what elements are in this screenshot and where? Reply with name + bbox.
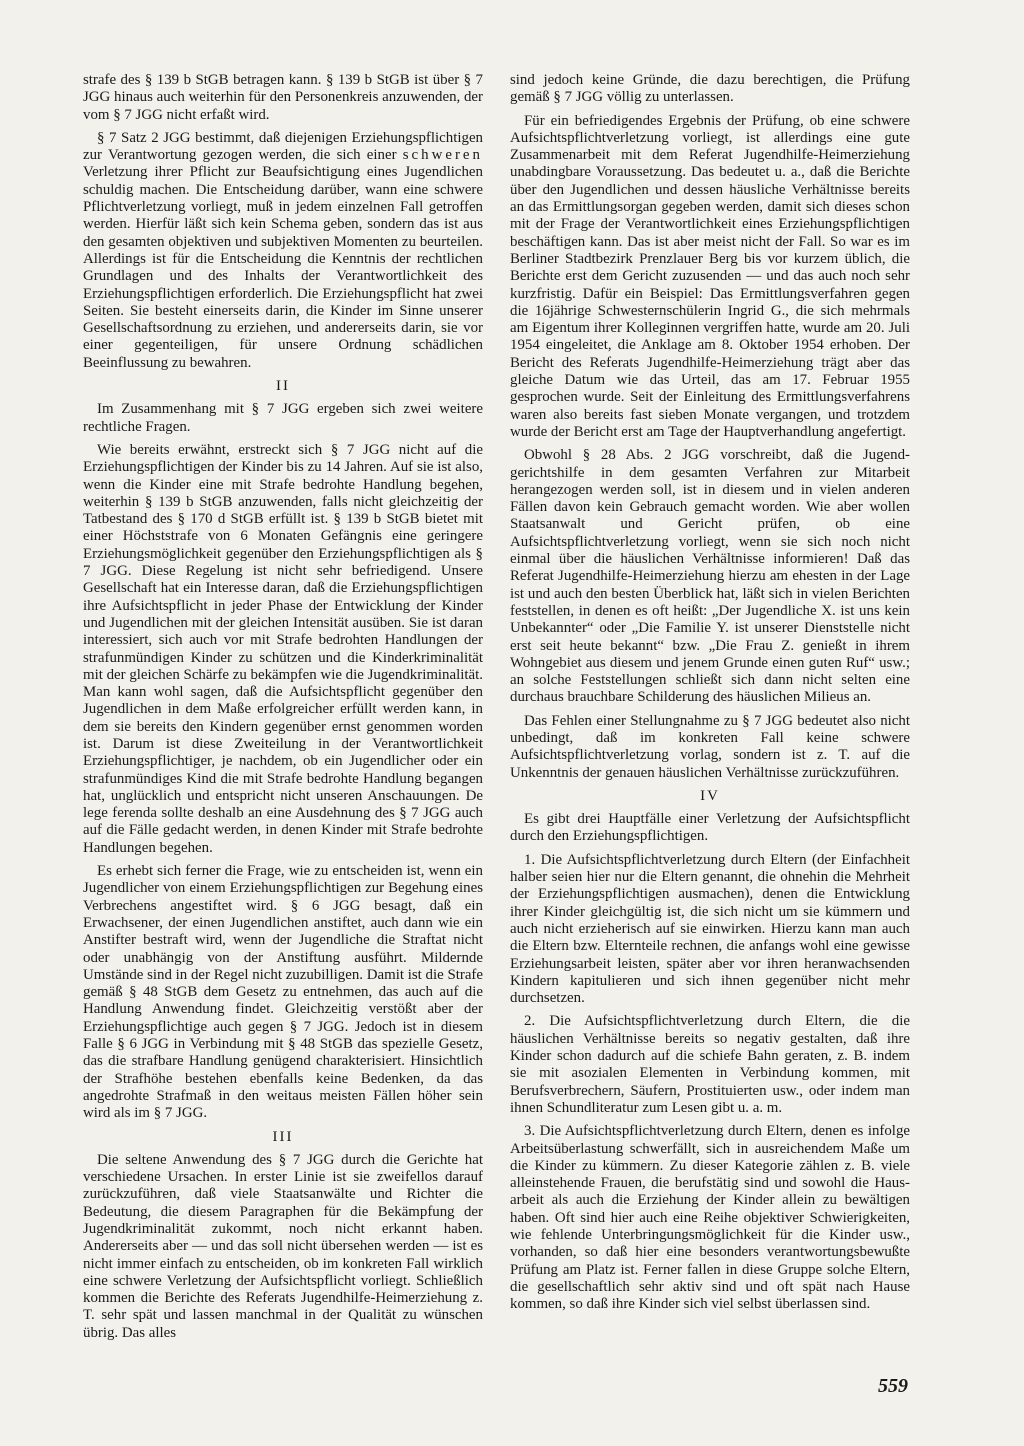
paragraph: strafe des § 139 b StGB betragen kann. § 139 b StGB ist über § 7 JGG hinaus auch weiterhin für den Personenkreis anzuwenden, der vom § 7 JGG nicht erfaßt wird. bbox=[83, 72, 483, 123]
emphasized-word: schweren bbox=[402, 147, 483, 164]
paragraph: sind jedoch keine Gründe, die dazu berechtigen, die Prüfung gemäß § 7 JGG völlig zu unterlassen. bbox=[510, 72, 910, 106]
section-heading: IV bbox=[700, 787, 720, 804]
list-item: 3. Die Aufsichtspflichtverletzung durch Eltern, denen es infolge Arbeitsüberlastung schwerfällt, sich in ausreichendem Maße um die Kinder zu kümmern. Zu dieser Kategorie zählen z. B. viele alleinstehende Frauen, die berufstätig sind und sowohl die Hausarbeit als auch die Erziehung der Kinder allein zu bewältigen haben. Oft sind hier auch eine Reihe objektiver Schwierigkeiten, wie fehlende Unterbringungsmöglichkeit für die Kinder usw., vorhanden, so daß hier eine besonders verantwortungsbewußte Prüfung am Platz ist. Ferner fallen in diese Gruppe solche Eltern, die gesellschaftlich sehr aktiv sind und oft spät nach Hause kommen, so daß ihre Kinder sich viel selbst überlassen sind. bbox=[510, 1123, 910, 1313]
paragraph: Es gibt drei Hauptfälle einer Verletzung der Aufsichtspflicht durch den Erziehungspflichtigen. bbox=[510, 811, 910, 845]
text-run: Verletzung ihrer Pflicht zur Beaufsichtigung eines Jugendlichen schuldig machen. Die Entscheidung darüber, wann eine schwere Pflichtverletzung vorliegt, muß in jedem einzelnen Fall getroffen werden. Hierfür läßt sich kein Schema geben, sondern das ist aus den gesamten objektiven und subjektiven Momenten zu beurteilen. Allerdings ist für die Entscheidung die Kenntnis der rechtlichen Grundlagen und des Inhalts der Verantwortlichkeit des Erziehungspflichtigen erforderlich. Die Erziehungspflicht hat zwei Seiten. Sie besteht einerseits darin, die Kinder im Sinne unserer Gesellschaftsordnung zu erziehen, und andererseits darin, sie vor einer gegenteiligen, für unsere Ordnung schädlichen Beeinflussung zu bewahren. bbox=[83, 164, 483, 371]
paragraph: Obwohl § 28 Abs. 2 JGG vorschreibt, daß die Jugendgerichtshilfe in dem gesamten Verfahren zur Mitarbeit herangezogen werden soll, ist in diesem und in vielen anderen Fällen davon kein Gebrauch gemacht worden. Wie aber wollen Staatsanwalt und Gericht prüfen, ob eine Aufsichtspflichtverletzung vorliegt, wenn sie sich noch nicht einmal über die häuslichen Verhältnisse informieren! Daß das Referat Jugendhilfe-Heimerziehung hierzu am ehesten in der Lage ist und auch den besten Überblick hat, läßt sich in vielen Berichten feststellen, in denen es oft heißt: „Der Jugendliche X. ist uns kein Unbekannter“ oder „Die Familie Y. ist unserer Dienststelle nicht erst seit heute bekannt“ bzw. „Die Frau Z. genießt in ihrem Wohngebiet aus diesem und jenem Grunde einen guten Ruf“ usw.; an solche Feststellungen schließt sich dann nicht selten eine durchaus brauchbare Schilderung des häuslichen Milieus an. bbox=[510, 447, 910, 706]
section-heading: III bbox=[272, 1128, 294, 1145]
right-column bbox=[510, 72, 910, 1319]
paragraph: Im Zusammenhang mit § 7 JGG ergeben sich zwei weitere rechtliche Fragen. bbox=[83, 401, 483, 435]
paragraph: Das Fehlen einer Stellungnahme zu § 7 JGG bedeutet also nicht unbedingt, daß im konkreten Fall keine schwere Aufsichtspflichtverletzung vorlag, sondern ist z. T. auf die Unkenntnis der genauen häuslichen Verhältnisse zurückzuführen. bbox=[510, 712, 910, 781]
paragraph: Für ein befriedigendes Ergebnis der Prüfung, ob eine schwere Aufsichtspflichtverletzung vorliegt, ist allerdings eine gute Zusammenarbeit mit dem Referat Jugendhilfe-Heimerziehung unabdingbare Voraussetzung. Das bedeutet u. a., daß die Berichte über den Jugendlichen und dessen häusliche Verhältnisse bereits an das Ermittlungsorgan gegeben werden, damit sich dieses schon mit der Frage der Verantwortlichkeit eines Erziehungspflichtigen beschäftigen kann. Das ist aber meist nicht der Fall. So war es im Berliner Stadtbezirk Prenzlauer Berg bis vor kurzem üblich, die Berichte erst dem Gericht zuzusenden — und das auch noch sehr kurzfristig. Dafür ein Beispiel: Das Ermittlungsverfahren gegen die 16jährige Schwesternschülerin Ingrid G., die sich mehrmals am Eigentum ihrer Kolleginnen vergriffen hatte, wurde am 20. Juli 1954 eingeleitet, die Anklage am 8. Oktober 1954 erhoben. Der Bericht des Referats Jugendhilfe-Heimerziehung trägt aber das gleiche Datum wie das Urteil, das am 17. Februar 1955 gesprochen wurde. Seit der Einleitung des Ermittlungsverfahrens waren also bereits fast sieben Monate vergangen, und trotzdem wurde der Bericht erst am Tage der Hauptverhandlung angefertigt. bbox=[510, 112, 910, 440]
paragraph bbox=[83, 130, 483, 372]
page-number: 559 bbox=[878, 1375, 908, 1397]
text-run: § 7 Satz 2 JGG bestimmt, daß diejenigen Erziehungspflichtigen zur Verantwortung gezogen werden, die sich einer bbox=[83, 129, 483, 164]
list-item: 2. Die Aufsichtspflichtverletzung durch Eltern, die die häuslichen Verhältnisse bereits so negativ gestalten, daß ihre Kinder schon dadurch auf die schiefe Bahn geraten, z. B. indem sie mit asozialen Elementen in Verbindung kommen, mit Berufsverbrechern, Säufern, Prostituierten usw., oder indem man ihnen Schundliteratur zum Lesen gibt u. a. m. bbox=[510, 1013, 910, 1116]
list-item: 1. Die Aufsichtspflichtverletzung durch Eltern (der Einfachheit halber seien hier nur die Eltern genannt, die ohnehin die Mehrheit der Erziehungspflichtigen ausmachen), denen die Entwicklung ihrer Kinder gleichgültig ist, die sich nicht um sie kümmern und auch nicht erzieherisch auf sie einwirken. Hierzu kann man auch die Eltern bzw. Elternteile rechnen, die anfangs wohl eine gewisse Erziehungsarbeit leisten, später aber vor ihren heranwachsenden Kindern kapitulieren und sich ihnen gegenüber nicht mehr durchsetzen. bbox=[510, 851, 910, 1007]
paragraph: Wie bereits erwähnt, erstreckt sich § 7 JGG nicht auf die Erziehungspflichtigen der Kinder bis zu 14 Jahren. Auf sie ist also, wenn die Kinder eine mit Strafe bedrohte Handlung begehen, weiterhin § 139 b StGB anzuwenden, falls nicht gleichzeitig der Tatbestand des § 170 d StGB erfüllt ist. § 139 b StGB bietet mit einer Höchststrafe von 6 Monaten Gefängnis eine geringere Erziehungsmöglichkeit gegenüber den Erziehungspflichtigen als § 7 JGG. Diese Regelung ist nicht sehr befriedigend. Unsere Gesellschaft hat ein Interesse daran, daß die Erziehungspflichtigen ihre Aufsichtspflicht in jeder Phase der Entwicklung der Kinder und Jugendlichen mit der gleichen Intensität ausüben. Sie ist daran interessiert, sich auch vor mit Strafe bedrohten Handlungen der strafunmündigen Kinder zu schützen und die Kinderkriminalität mit der gleichen Schärfe zu bekämpfen wie die Jugendkriminalität. Man kann wohl sagen, daß die Aufsichtspflicht gegenüber den Jugendlichen in dem Maße erfolgreicher erfüllt werden kann, in dem sie bereits den Kindern gegenüber ernst genommen worden ist. Darum ist diese Zweiteilung in der Verantwortlichkeit Erziehungspflichtiger, je nachdem, ob ein Jugendlicher oder ein strafunmündiges Kind die mit Strafe bedrohte Handlung begangen hat, unglücklich und entspricht nicht unseren Anschauungen. De lege ferenda sollte deshalb an eine Ausdehnung des § 7 JGG auch auf die Fälle gedacht werden, in denen Kinder mit Strafe bedrohte Handlungen begehen. bbox=[83, 441, 483, 856]
paragraph: Die seltene Anwendung des § 7 JGG durch die Gerichte hat verschiedene Ursachen. In erster Linie ist sie zweifellos darauf zurückzuführen, daß viele Staatsanwälte und Richter die Bedeutung, die diesem Paragraphen für die Bekämpfung der Jugendkriminalität zukommt, noch nicht erkannt haben. Andererseits aber — und das soll nicht übersehen werden — ist es nicht immer einfach zu entscheiden, ob im konkreten Fall wirklich eine schwere Verletzung der Aufsichtspflicht vorliegt. Schließlich kommen die Berichte des Referats Jugendhilfe-Heimerziehung z. T. sehr spät und lassen manchmal in der Qualität zu wünschen übrig. Das alles bbox=[83, 1151, 483, 1341]
section-heading: II bbox=[276, 378, 290, 395]
paragraph: Es erhebt sich ferner die Frage, wie zu entscheiden ist, wenn ein Jugendlicher von einem Erziehungspflichtigen zur Begehung eines Verbrechens angestiftet wird. § 6 JGG besagt, daß ein Erwachsener, der einen Jugendlichen anstiftet, auch dann wie ein Anstifter bestraft wird, wenn der Jugendliche die Straftat nicht oder unabhängig von der Anstiftung ausführt. Mildernde Umstände sind in der Regel nicht zuzubilligen. Damit ist die Strafe gemäß § 48 StGB dem Gesetz zu entnehmen, das auch auf die Handlung Anwendung findet. Gleichzeitig verstößt aber der Erziehungspflichtige auch gegen § 7 JGG. Jedoch ist in diesem Falle § 6 JGG in Verbindung mit § 48 StGB das spezielle Gesetz, das die strafbare Handlung genügend charakterisiert. Hinsichtlich der Strafhöhe bestehen ebenfalls keine Bedenken, da das angedrohte Strafmaß in den weitaus meisten Fällen höher sein wird als im § 7 JGG. bbox=[83, 863, 483, 1122]
left-column bbox=[83, 72, 483, 1348]
